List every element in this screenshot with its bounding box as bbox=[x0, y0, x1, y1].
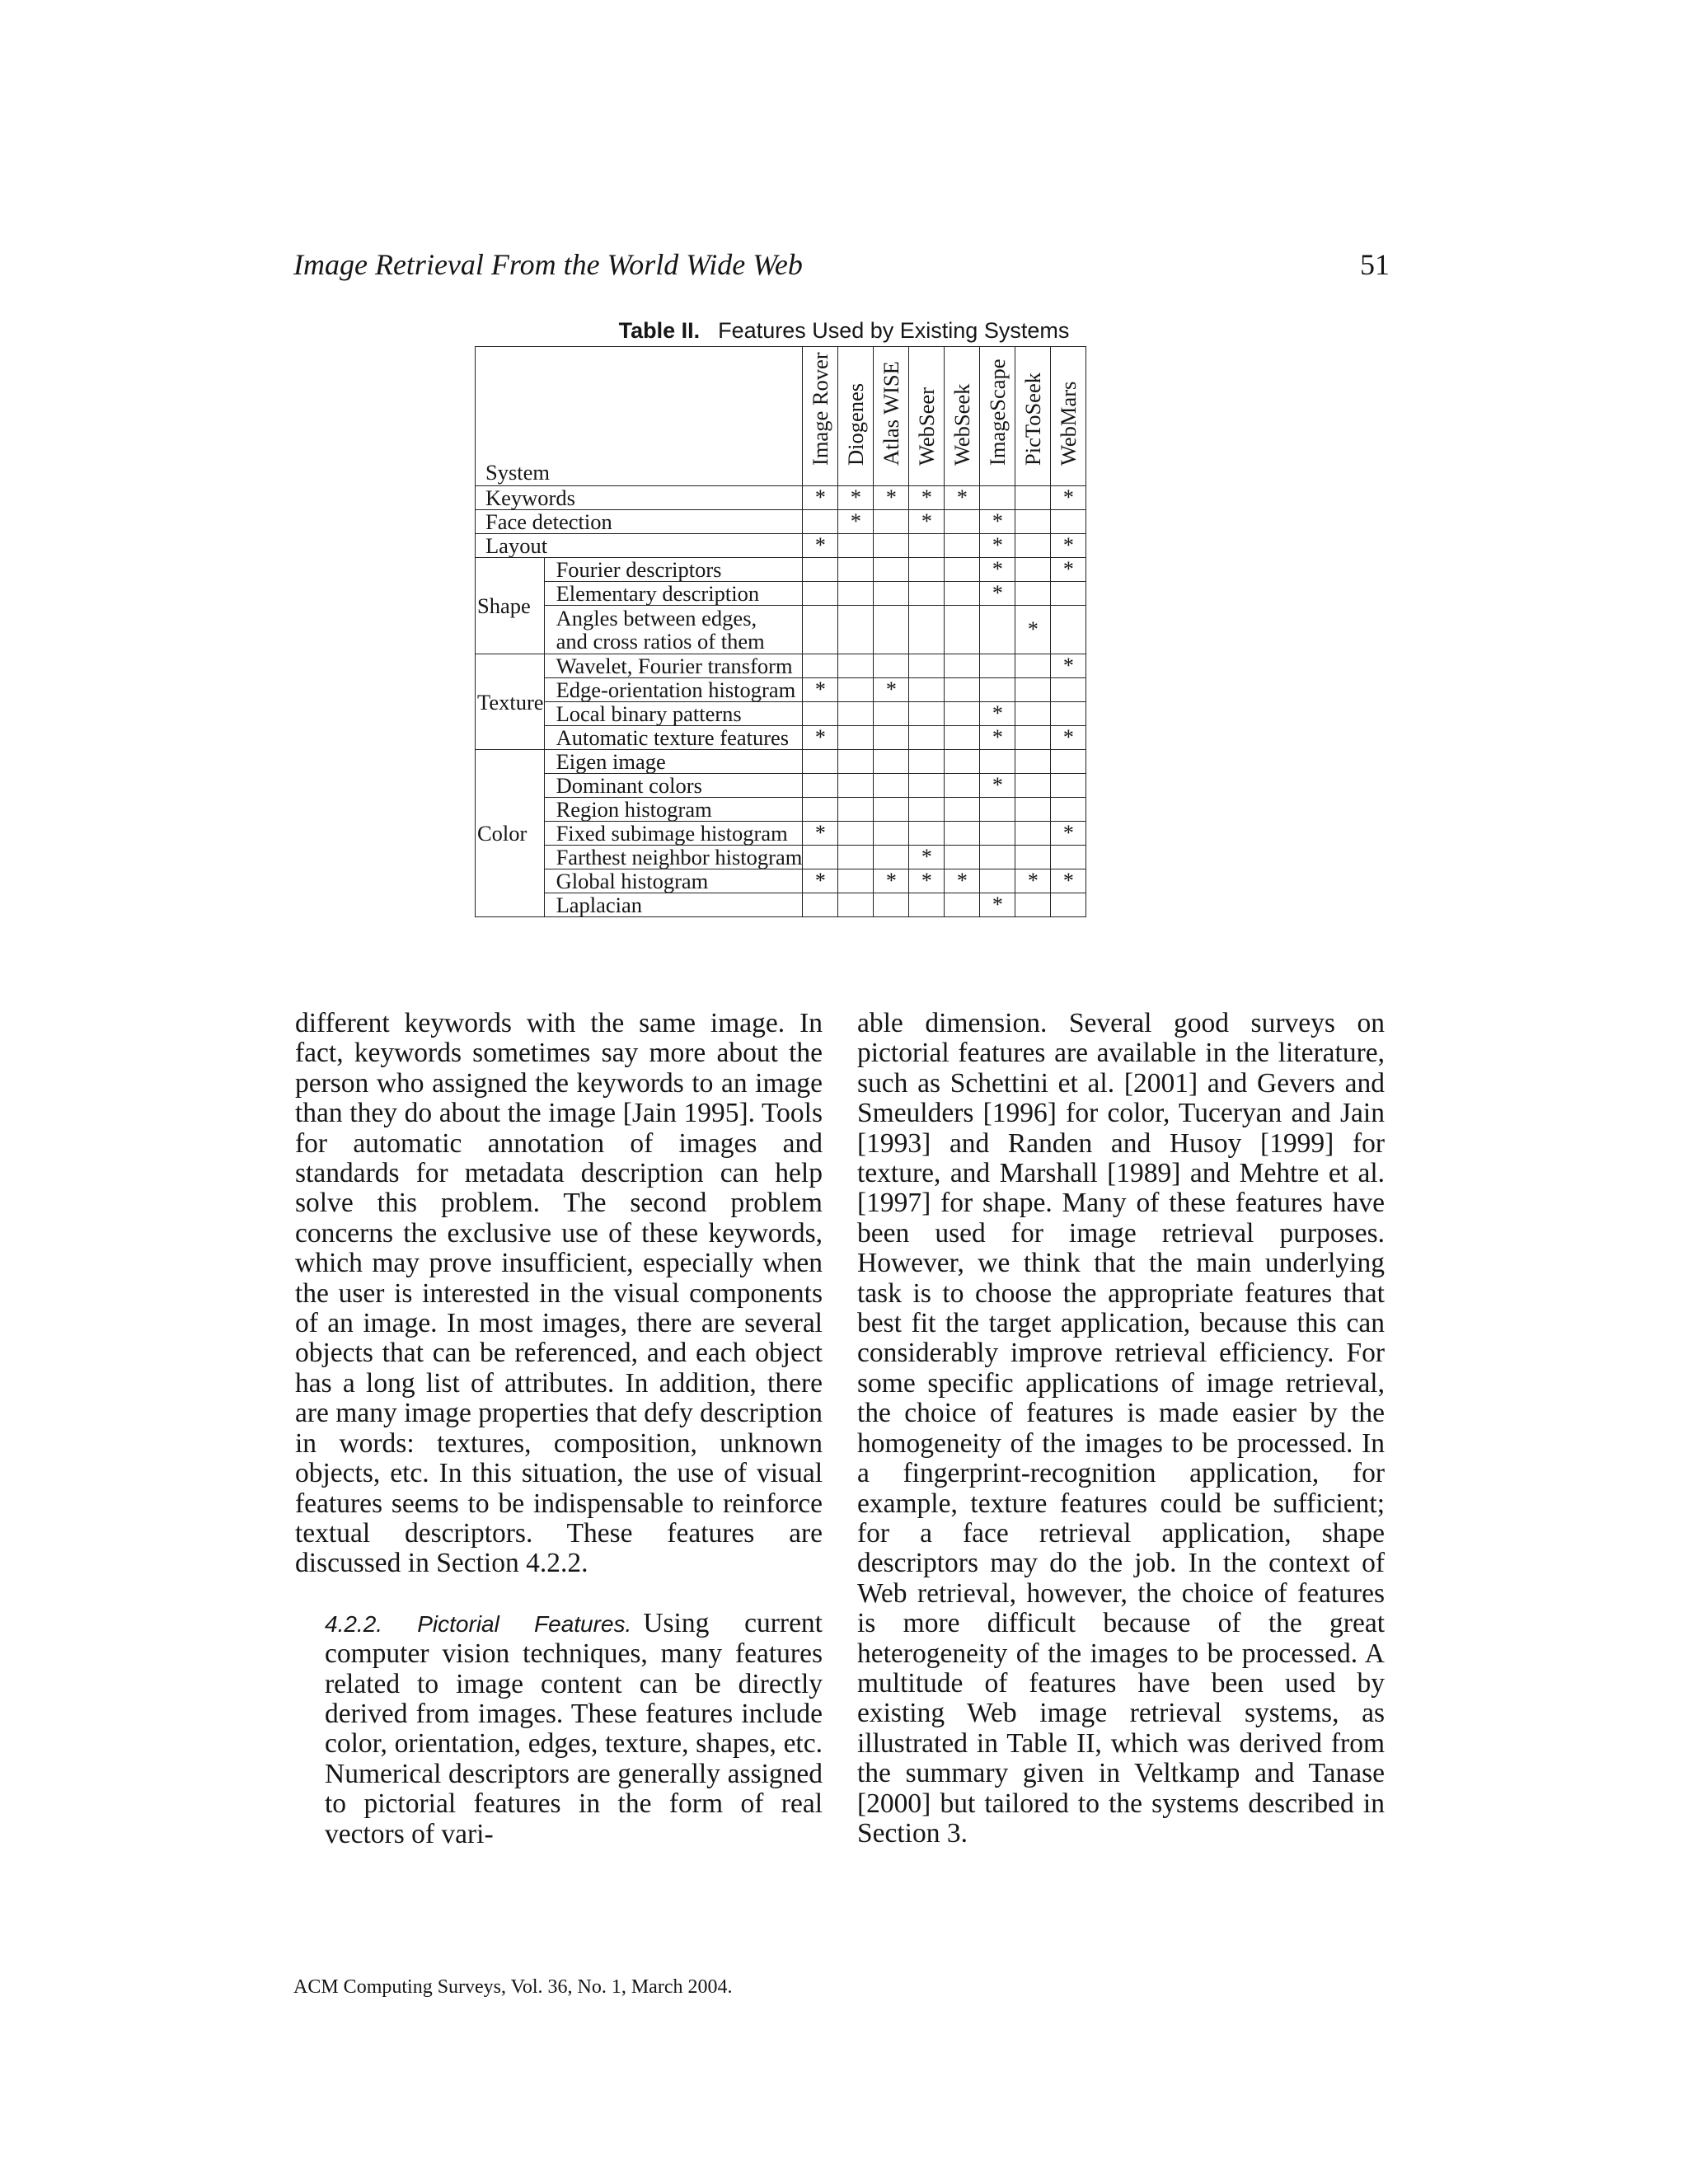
feature-mark bbox=[1015, 726, 1051, 750]
system-name: WebSeer bbox=[914, 387, 940, 466]
feature-mark bbox=[803, 582, 838, 606]
feature-mark bbox=[1051, 846, 1086, 869]
right-paragraph-1: able dimension. Several good surveys on pictorial features are available in the literature, such as Schettini et al. [2001] and Gevers and Smeulders [1996] for color, Tuceryan and Jain [1993] and Randen and Husoy [1999] for texture, and Marshall [1989] and Mehtre et al. [1997] for shape. Many of these features have been used for image retrieval purposes. However, we think that the main underlying task is to choose the appropriate features that best fit the target application, because this can considerably improve retrieval efficiency. For some specific applications of image retrieval, the choice of features is made easier by the homogeneity of the images to be processed. In a fingerprint-recognition application, for example, texture features could be sufficient; for a face retrieval application, shape descriptors may do the job. In the context of Web retrieval, however, the choice of features is more difficult because of the great heterogeneity of the images to be processed. A multitude of features have been used by existing Web image retrieval systems, as illustrated in Table II, which was derived from the summary given in Veltkamp and Tanase [2000] but tailored to the systems described in Section 3. bbox=[857, 1008, 1385, 1849]
feature-mark bbox=[1015, 654, 1051, 678]
system-column-header bbox=[945, 347, 980, 486]
feature-mark bbox=[980, 846, 1015, 869]
feature-mark bbox=[945, 726, 980, 750]
feature-mark: * bbox=[980, 726, 1015, 750]
feature-label bbox=[544, 654, 803, 678]
table-caption bbox=[0, 318, 1688, 344]
right-column bbox=[857, 1009, 1385, 1849]
feature-mark: * bbox=[909, 846, 945, 869]
running-title: Image Retrieval From the World Wide Web bbox=[293, 248, 803, 281]
feature-mark bbox=[874, 606, 909, 654]
system-column-header bbox=[1015, 347, 1051, 486]
feature-mark bbox=[945, 846, 980, 869]
feature-mark: * bbox=[1051, 869, 1086, 893]
feature-mark: * bbox=[1015, 606, 1051, 654]
feature-label-text: Region histogram bbox=[556, 797, 712, 822]
feature-mark bbox=[980, 750, 1015, 774]
feature-mark bbox=[838, 534, 874, 558]
feature-mark bbox=[838, 750, 874, 774]
feature-mark: * bbox=[909, 869, 945, 893]
feature-mark bbox=[980, 869, 1015, 893]
feature-mark bbox=[1051, 582, 1086, 606]
feature-group-label: Texture bbox=[476, 654, 545, 750]
feature-mark bbox=[909, 798, 945, 822]
feature-mark bbox=[838, 726, 874, 750]
table-row bbox=[476, 534, 1086, 558]
feature-mark: * bbox=[874, 678, 909, 702]
feature-mark bbox=[838, 774, 874, 798]
feature-mark bbox=[838, 702, 874, 726]
feature-label-text: Farthest neighbor histogram bbox=[556, 845, 803, 869]
feature-mark: * bbox=[980, 893, 1015, 917]
feature-mark: * bbox=[980, 702, 1015, 726]
feature-mark: * bbox=[838, 486, 874, 510]
feature-mark: * bbox=[874, 869, 909, 893]
system-column-header bbox=[803, 347, 838, 486]
table-row bbox=[476, 750, 1086, 774]
feature-mark bbox=[945, 534, 980, 558]
feature-label bbox=[544, 582, 803, 606]
feature-mark bbox=[874, 702, 909, 726]
feature-mark: * bbox=[1051, 822, 1086, 846]
page-number: 51 bbox=[1360, 248, 1390, 281]
system-name: Diogenes bbox=[843, 382, 869, 466]
table-row bbox=[476, 869, 1086, 893]
feature-label bbox=[544, 726, 803, 750]
system-header: System bbox=[476, 347, 803, 486]
table-row bbox=[476, 654, 1086, 678]
feature-group-label: Shape bbox=[476, 558, 545, 654]
feature-mark bbox=[909, 822, 945, 846]
table-row bbox=[476, 798, 1086, 822]
feature-mark bbox=[909, 582, 945, 606]
feature-mark bbox=[1015, 798, 1051, 822]
feature-mark bbox=[874, 534, 909, 558]
table-row bbox=[476, 702, 1086, 726]
feature-label-text: Elementary description bbox=[556, 581, 760, 606]
left-paragraph-2 bbox=[295, 1609, 823, 1849]
feature-mark: * bbox=[874, 486, 909, 510]
feature-mark: * bbox=[1051, 558, 1086, 582]
feature-label bbox=[544, 798, 803, 822]
feature-mark bbox=[909, 702, 945, 726]
system-name: Atlas WISE bbox=[879, 361, 904, 466]
feature-mark bbox=[945, 558, 980, 582]
left-paragraph-1: different keywords with the same image. In fact, keywords sometimes say more about the person who assigned the keywords to an image than they do about the image [Jain 1995]. Tools for automatic annotation of images and standards for metadata description can help solve this problem. The second problem concerns the exclusive use of these keywords, which may prove insufficient, especially when the user is interested in the visual components of an image. In most images, there are several objects that can be referenced, and each object has a long list of attributes. In addition, there are many image properties that defy description in words: textures, composition, unknown objects, etc. In this situation, the use of visual features seems to be indispensable to reinforce textual descriptors. These features are discussed in Section 4.2.2. bbox=[295, 1008, 823, 1579]
feature-mark bbox=[1015, 893, 1051, 917]
feature-label bbox=[544, 893, 803, 917]
system-name: Image Rover bbox=[808, 352, 833, 466]
feature-mark bbox=[909, 654, 945, 678]
feature-mark: * bbox=[1051, 534, 1086, 558]
feature-mark: * bbox=[1051, 726, 1086, 750]
feature-mark: * bbox=[803, 869, 838, 893]
feature-mark: * bbox=[838, 510, 874, 534]
feature-mark bbox=[1051, 678, 1086, 702]
system-column-header bbox=[874, 347, 909, 486]
feature-label-text-line2: and cross ratios of them bbox=[556, 629, 765, 654]
feature-mark bbox=[945, 702, 980, 726]
feature-mark bbox=[1051, 750, 1086, 774]
feature-mark bbox=[838, 822, 874, 846]
feature-mark: * bbox=[803, 678, 838, 702]
feature-mark bbox=[1015, 582, 1051, 606]
feature-mark bbox=[1015, 774, 1051, 798]
feature-mark bbox=[838, 678, 874, 702]
feature-mark bbox=[803, 558, 838, 582]
feature-mark: * bbox=[803, 534, 838, 558]
feature-mark bbox=[838, 558, 874, 582]
system-column-header bbox=[1051, 347, 1086, 486]
system-column-header bbox=[838, 347, 874, 486]
feature-mark bbox=[803, 774, 838, 798]
feature-mark: * bbox=[980, 510, 1015, 534]
feature-label bbox=[544, 774, 803, 798]
table-row bbox=[476, 510, 1086, 534]
system-name: WebMars bbox=[1056, 381, 1081, 466]
feature-mark bbox=[838, 798, 874, 822]
feature-mark: * bbox=[909, 486, 945, 510]
features-table-grid bbox=[475, 346, 1086, 917]
feature-label-text: Fourier descriptors bbox=[556, 557, 722, 582]
feature-mark: * bbox=[980, 582, 1015, 606]
feature-mark bbox=[874, 582, 909, 606]
feature-mark bbox=[945, 654, 980, 678]
footer-citation: ACM Computing Surveys, Vol. 36, No. 1, March 2004. bbox=[293, 1976, 733, 1998]
feature-mark bbox=[980, 654, 1015, 678]
feature-mark bbox=[1015, 534, 1051, 558]
feature-mark: * bbox=[909, 510, 945, 534]
feature-label-text: Laplacian bbox=[556, 893, 643, 917]
feature-mark bbox=[945, 822, 980, 846]
feature-mark bbox=[1051, 702, 1086, 726]
table-row bbox=[476, 893, 1086, 917]
feature-mark bbox=[803, 750, 838, 774]
feature-mark: * bbox=[1015, 869, 1051, 893]
feature-mark bbox=[803, 798, 838, 822]
feature-mark bbox=[874, 654, 909, 678]
feature-label: Face detection bbox=[476, 510, 803, 534]
system-column-header bbox=[909, 347, 945, 486]
feature-mark bbox=[909, 893, 945, 917]
feature-label-text: Global histogram bbox=[556, 869, 709, 893]
feature-mark bbox=[874, 726, 909, 750]
feature-label-text: Fixed subimage histogram bbox=[556, 821, 788, 846]
feature-mark bbox=[838, 893, 874, 917]
feature-label bbox=[544, 702, 803, 726]
feature-mark: * bbox=[1051, 486, 1086, 510]
running-head bbox=[293, 247, 1390, 288]
feature-mark: * bbox=[803, 486, 838, 510]
feature-label bbox=[544, 558, 803, 582]
feature-label-text: Automatic texture features bbox=[556, 725, 790, 750]
table-row bbox=[476, 846, 1086, 869]
feature-mark: * bbox=[980, 558, 1015, 582]
feature-mark: * bbox=[803, 726, 838, 750]
feature-label bbox=[544, 846, 803, 869]
left-column bbox=[295, 1009, 823, 1849]
feature-mark bbox=[1015, 750, 1051, 774]
feature-mark bbox=[909, 606, 945, 654]
feature-mark bbox=[874, 798, 909, 822]
feature-label-text: Local binary patterns bbox=[556, 701, 742, 726]
table-label: Table II. bbox=[618, 318, 701, 343]
feature-mark bbox=[1015, 702, 1051, 726]
feature-mark: * bbox=[980, 534, 1015, 558]
feature-label-text: Edge-orientation histogram bbox=[556, 677, 796, 702]
feature-mark bbox=[945, 582, 980, 606]
feature-mark bbox=[945, 606, 980, 654]
table-row bbox=[476, 606, 1086, 654]
feature-mark bbox=[1015, 678, 1051, 702]
table-row bbox=[476, 558, 1086, 582]
feature-mark bbox=[909, 750, 945, 774]
feature-mark bbox=[909, 558, 945, 582]
feature-mark bbox=[803, 893, 838, 917]
feature-mark bbox=[1051, 510, 1086, 534]
feature-mark bbox=[803, 606, 838, 654]
feature-mark bbox=[945, 893, 980, 917]
feature-mark bbox=[945, 798, 980, 822]
table-row bbox=[476, 486, 1086, 510]
feature-mark bbox=[909, 534, 945, 558]
feature-mark bbox=[874, 846, 909, 869]
feature-mark bbox=[980, 486, 1015, 510]
system-name: PicToSeek bbox=[1020, 373, 1046, 466]
feature-mark bbox=[909, 726, 945, 750]
feature-mark bbox=[1015, 558, 1051, 582]
feature-label bbox=[544, 822, 803, 846]
feature-mark bbox=[945, 774, 980, 798]
feature-mark bbox=[874, 558, 909, 582]
feature-mark bbox=[838, 606, 874, 654]
feature-mark bbox=[874, 750, 909, 774]
feature-mark bbox=[874, 822, 909, 846]
feature-group-label: Color bbox=[476, 750, 545, 917]
feature-mark bbox=[838, 869, 874, 893]
feature-mark bbox=[945, 510, 980, 534]
feature-mark: * bbox=[945, 869, 980, 893]
feature-mark bbox=[980, 798, 1015, 822]
system-column-header bbox=[980, 347, 1015, 486]
feature-mark bbox=[945, 678, 980, 702]
feature-mark bbox=[1051, 893, 1086, 917]
features-table bbox=[475, 346, 1086, 917]
feature-mark bbox=[838, 846, 874, 869]
table-caption-text: Features Used by Existing Systems bbox=[718, 318, 1070, 343]
feature-mark bbox=[803, 654, 838, 678]
feature-label bbox=[544, 606, 803, 654]
feature-mark bbox=[909, 774, 945, 798]
feature-mark bbox=[803, 510, 838, 534]
feature-label-text: Eigen image bbox=[556, 749, 666, 774]
feature-mark bbox=[803, 846, 838, 869]
table-row bbox=[476, 582, 1086, 606]
feature-label bbox=[544, 678, 803, 702]
feature-mark bbox=[909, 678, 945, 702]
feature-mark bbox=[803, 702, 838, 726]
feature-label: Keywords bbox=[476, 486, 803, 510]
feature-mark bbox=[980, 822, 1015, 846]
table-row bbox=[476, 678, 1086, 702]
feature-mark bbox=[838, 582, 874, 606]
feature-mark bbox=[874, 893, 909, 917]
system-name: ImageScape bbox=[985, 359, 1010, 466]
feature-label-text: Angles between edges, bbox=[556, 606, 757, 630]
feature-mark bbox=[980, 606, 1015, 654]
table-row bbox=[476, 726, 1086, 750]
feature-label-text: Dominant colors bbox=[556, 773, 702, 798]
feature-label: Layout bbox=[476, 534, 803, 558]
feature-mark bbox=[874, 510, 909, 534]
system-name: WebSeek bbox=[950, 383, 975, 466]
table-row bbox=[476, 822, 1086, 846]
feature-label-text: Wavelet, Fourier transform bbox=[556, 654, 793, 678]
feature-mark: * bbox=[980, 774, 1015, 798]
feature-mark bbox=[980, 678, 1015, 702]
feature-mark: * bbox=[1051, 654, 1086, 678]
table-row bbox=[476, 774, 1086, 798]
feature-mark bbox=[1015, 486, 1051, 510]
feature-mark bbox=[1051, 798, 1086, 822]
feature-label bbox=[544, 869, 803, 893]
feature-mark bbox=[1015, 822, 1051, 846]
left-paragraph-2-text: Using current computer vision techniques, many features related to image content can be directly derived from images. These features include color, orientation, edges, texture, shapes, etc. Numerical descriptors are generally assigned to pictorial features in the form of real vectors of vari- bbox=[325, 1607, 823, 1849]
feature-mark bbox=[1015, 510, 1051, 534]
feature-mark bbox=[838, 654, 874, 678]
feature-mark bbox=[945, 750, 980, 774]
section-heading: 4.2.2. Pictorial Features. bbox=[325, 1610, 632, 1637]
feature-mark: * bbox=[945, 486, 980, 510]
feature-label bbox=[544, 750, 803, 774]
feature-mark bbox=[1051, 606, 1086, 654]
feature-mark: * bbox=[803, 822, 838, 846]
feature-mark bbox=[1015, 846, 1051, 869]
feature-mark bbox=[874, 774, 909, 798]
feature-mark bbox=[1051, 774, 1086, 798]
